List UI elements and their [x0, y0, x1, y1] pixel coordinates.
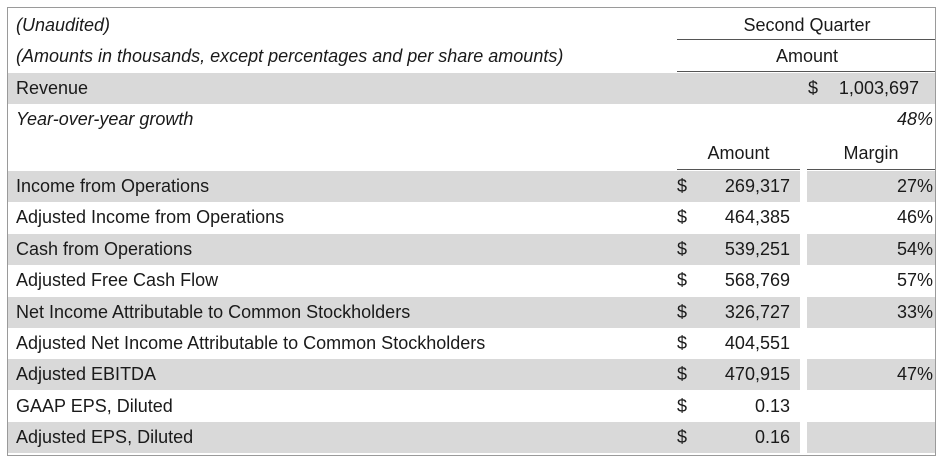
unaudited-note: (Unaudited) [16, 15, 111, 35]
metric-row [8, 202, 935, 233]
revenue-value: 1,003,697 [838, 78, 919, 98]
column-gap [800, 234, 807, 265]
period-header-underline [677, 39, 935, 40]
metric-currency: $ [677, 176, 688, 196]
metric-currency: $ [677, 427, 688, 447]
column-gap [800, 265, 807, 296]
revenue-currency: $ [808, 78, 819, 98]
metric-margin [838, 422, 933, 453]
metric-margin: 27% [896, 176, 933, 196]
metrics-amount-underline [677, 169, 800, 170]
column-gap [800, 391, 807, 422]
metric-row [8, 297, 935, 328]
metric-amount: 326,727 [724, 302, 790, 322]
metric-label: Adjusted Income from Operations [16, 207, 285, 227]
metric-label: Adjusted EBITDA [16, 364, 157, 384]
metric-currency: $ [677, 302, 688, 322]
metric-margin: 47% [896, 364, 933, 384]
metric-label: Adjusted Net Income Attributable to Common Stockholders [16, 333, 486, 353]
metric-amount: 0.16 [754, 427, 790, 447]
metric-currency: $ [677, 270, 688, 290]
metric-label: Adjusted EPS, Diluted [16, 427, 194, 447]
column-gap [800, 202, 807, 233]
metric-amount: 568,769 [724, 270, 790, 290]
metric-currency: $ [677, 396, 688, 416]
metric-amount: 269,317 [724, 176, 790, 196]
metric-margin: 54% [896, 239, 933, 259]
metric-currency: $ [677, 333, 688, 353]
header-row-1 [8, 10, 935, 41]
column-gap [800, 297, 807, 328]
metric-row [8, 234, 935, 265]
metric-row [8, 422, 935, 453]
metric-amount: 404,551 [724, 333, 790, 353]
metric-currency: $ [677, 239, 688, 259]
growth-row [8, 104, 935, 135]
metric-currency: $ [677, 364, 688, 384]
metric-amount: 470,915 [724, 364, 790, 384]
metric-margin [838, 328, 933, 359]
metric-row [8, 171, 935, 202]
amount-header: Amount [775, 46, 839, 66]
growth-value: 48% [896, 109, 933, 129]
metric-label: Income from Operations [16, 176, 210, 196]
metric-currency: $ [677, 207, 688, 227]
column-gap [800, 171, 807, 202]
metric-row [8, 328, 935, 359]
metric-row [8, 265, 935, 296]
metric-row [8, 391, 935, 422]
metric-label: Adjusted Free Cash Flow [16, 270, 219, 290]
revenue-label: Revenue [16, 78, 89, 98]
metric-amount: 539,251 [724, 239, 790, 259]
financial-summary-table [7, 7, 936, 456]
growth-label: Year-over-year growth [16, 109, 194, 129]
metrics-header-row [8, 138, 935, 169]
amounts-note: (Amounts in thousands, except percentages and per share amounts) [16, 46, 564, 66]
metric-margin: 33% [896, 302, 933, 322]
metric-label: Cash from Operations [16, 239, 193, 259]
metrics-amount-header: Amount [707, 143, 770, 163]
column-gap [800, 422, 807, 453]
metric-label: Net Income Attributable to Common Stockholders [16, 302, 411, 322]
metric-margin [838, 391, 933, 422]
revenue-row [8, 73, 935, 104]
metrics-margin-header: Margin [843, 143, 899, 163]
header-row-2 [8, 41, 935, 72]
metric-margin: 46% [896, 207, 933, 227]
metric-amount: 0.13 [754, 396, 790, 416]
period-header: Second Quarter [743, 15, 871, 35]
metric-amount: 464,385 [724, 207, 790, 227]
column-gap [800, 328, 807, 359]
metric-row [8, 359, 935, 390]
metric-margin: 57% [896, 270, 933, 290]
metric-label: GAAP EPS, Diluted [16, 396, 173, 416]
amount-header-underline [677, 71, 935, 72]
metrics-margin-underline [807, 169, 935, 170]
column-gap [800, 359, 807, 390]
